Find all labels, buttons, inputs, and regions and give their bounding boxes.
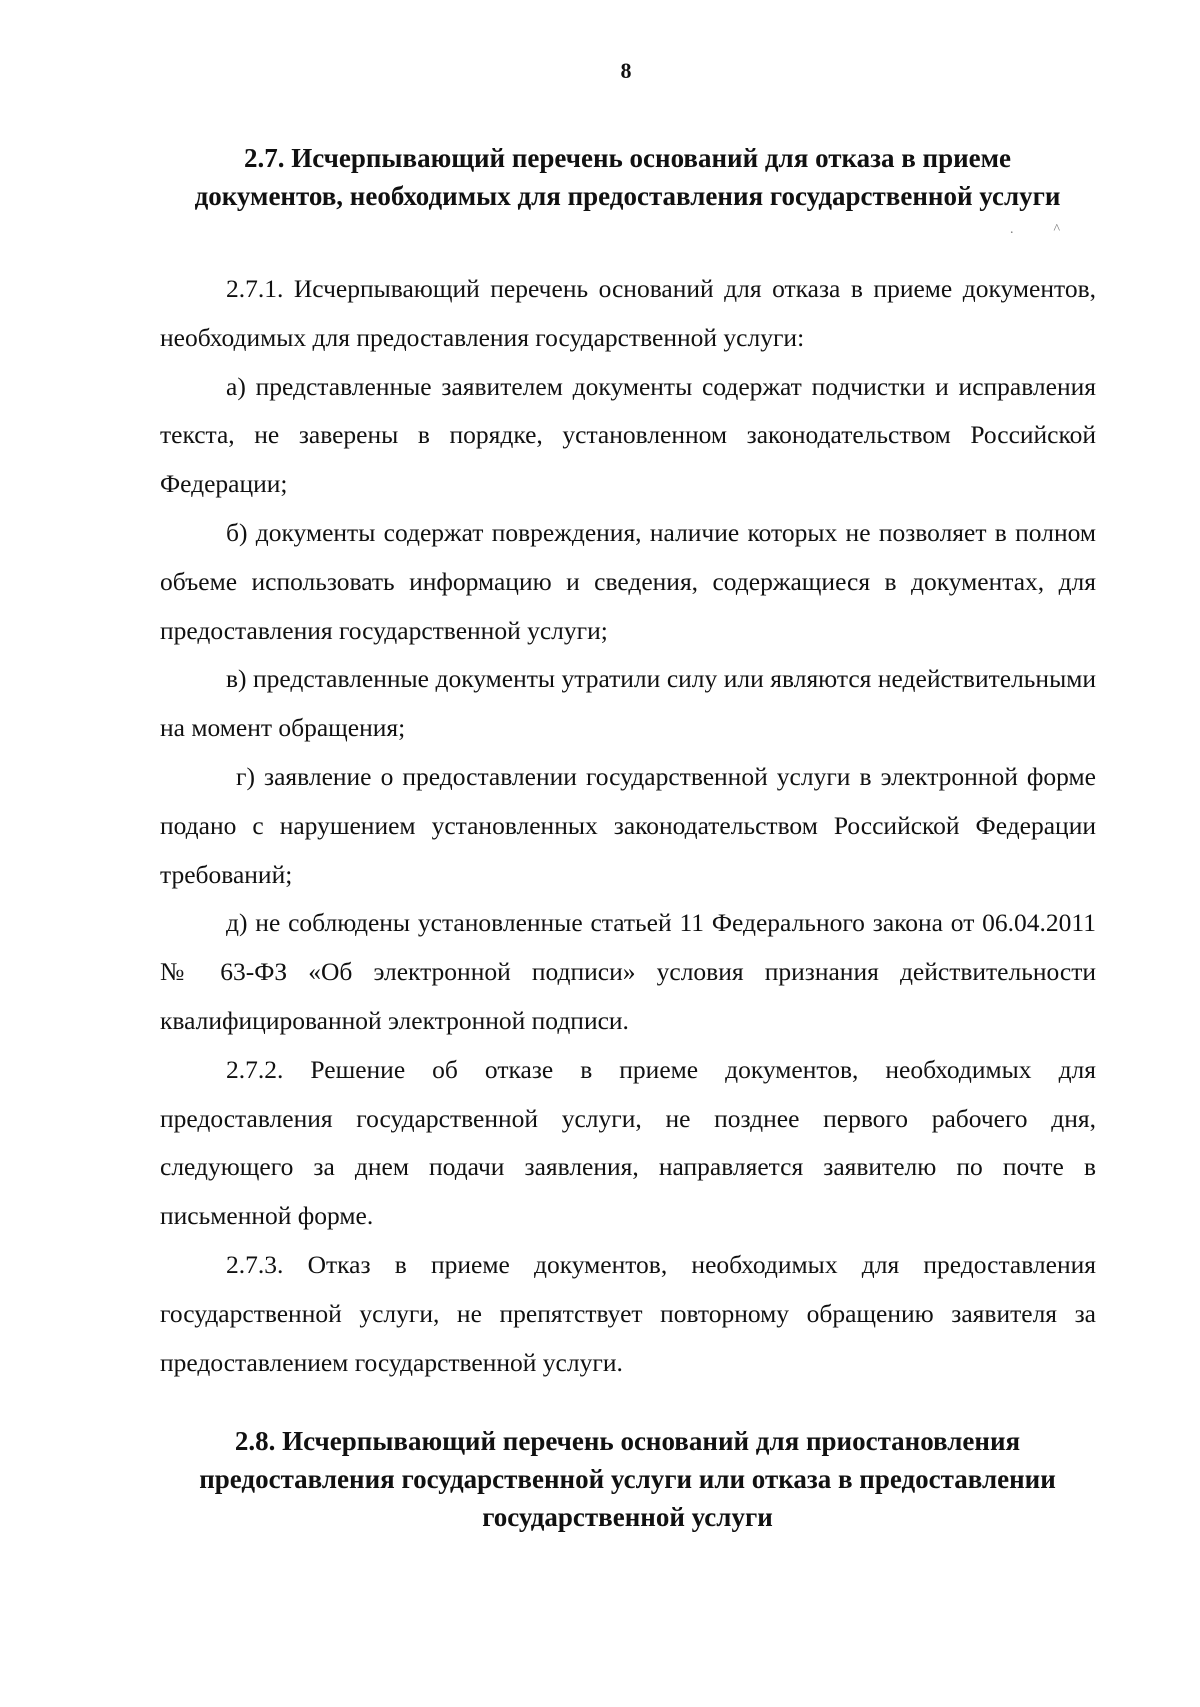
paragraph-2-7-3: 2.7.3. Отказ в приеме документов, необходимых для предоставления государственной услуги, не препятствует повторному обращению заявителя за предоставлением государственной услуги. xyxy=(160,1249,1096,1377)
list-item-b: б) документы содержат повреждения, наличие которых не позволяет в полном объеме использовать информацию и сведения, содержащиеся в документах, для предоставления государственной услуги; xyxy=(160,517,1096,645)
section-2-7-body xyxy=(160,265,1096,1387)
list-item-g: г) заявление о предоставлении государственной услуги в электронной форме подано с нарушением установленных законодательством Российской Федерации требований; xyxy=(160,761,1096,889)
section-2-8-heading xyxy=(170,1422,1085,1536)
section-2-7-heading-line1: 2.7. Исчерпывающий перечень оснований для отказа в приеме xyxy=(243,143,1012,173)
section-2-8-heading-line1: 2.8. Исчерпывающий перечень оснований для приостановления xyxy=(234,1426,1021,1456)
paragraph-2-7-2: 2.7.2. Решение об отказе в приеме документов, необходимых для предоставления государственной услуги, не позднее первого рабочего дня, следующего за днем подачи заявления, направляется заявителю по почте в письменной форме. xyxy=(160,1054,1096,1231)
scan-artifact: .^ xyxy=(1010,222,1101,237)
section-2-8-heading-line3: государственной услуги xyxy=(482,1502,773,1532)
section-2-7-heading xyxy=(160,139,1095,215)
page-number: 8 xyxy=(620,58,632,83)
list-item-a: а) представленные заявителем документы содержат подчистки и исправления текста, не заверены в порядке, установленном законодательством Российской Федерации; xyxy=(160,371,1096,499)
list-item-d: д) не соблюдены установленные статьей 11 Федерального закона от 06.04.2011 № 63-ФЗ «Об электронной подписи» условия признания действительности квалифицированной электронной подписи. xyxy=(160,908,1096,1035)
list-item-v: в) представленные документы утратили силу или являются недействительными на момент обращения; xyxy=(160,664,1096,743)
paragraph-2-7-1: 2.7.1. Исчерпывающий перечень оснований для отказа в приеме документов, необходимых для предоставления государственной услуги: xyxy=(160,274,1096,352)
section-2-7-heading-line2: документов, необходимых для предоставления государственной услуги xyxy=(194,181,1061,211)
section-2-8-heading-line2: предоставления государственной услуги или отказа в предоставлении xyxy=(199,1464,1056,1494)
